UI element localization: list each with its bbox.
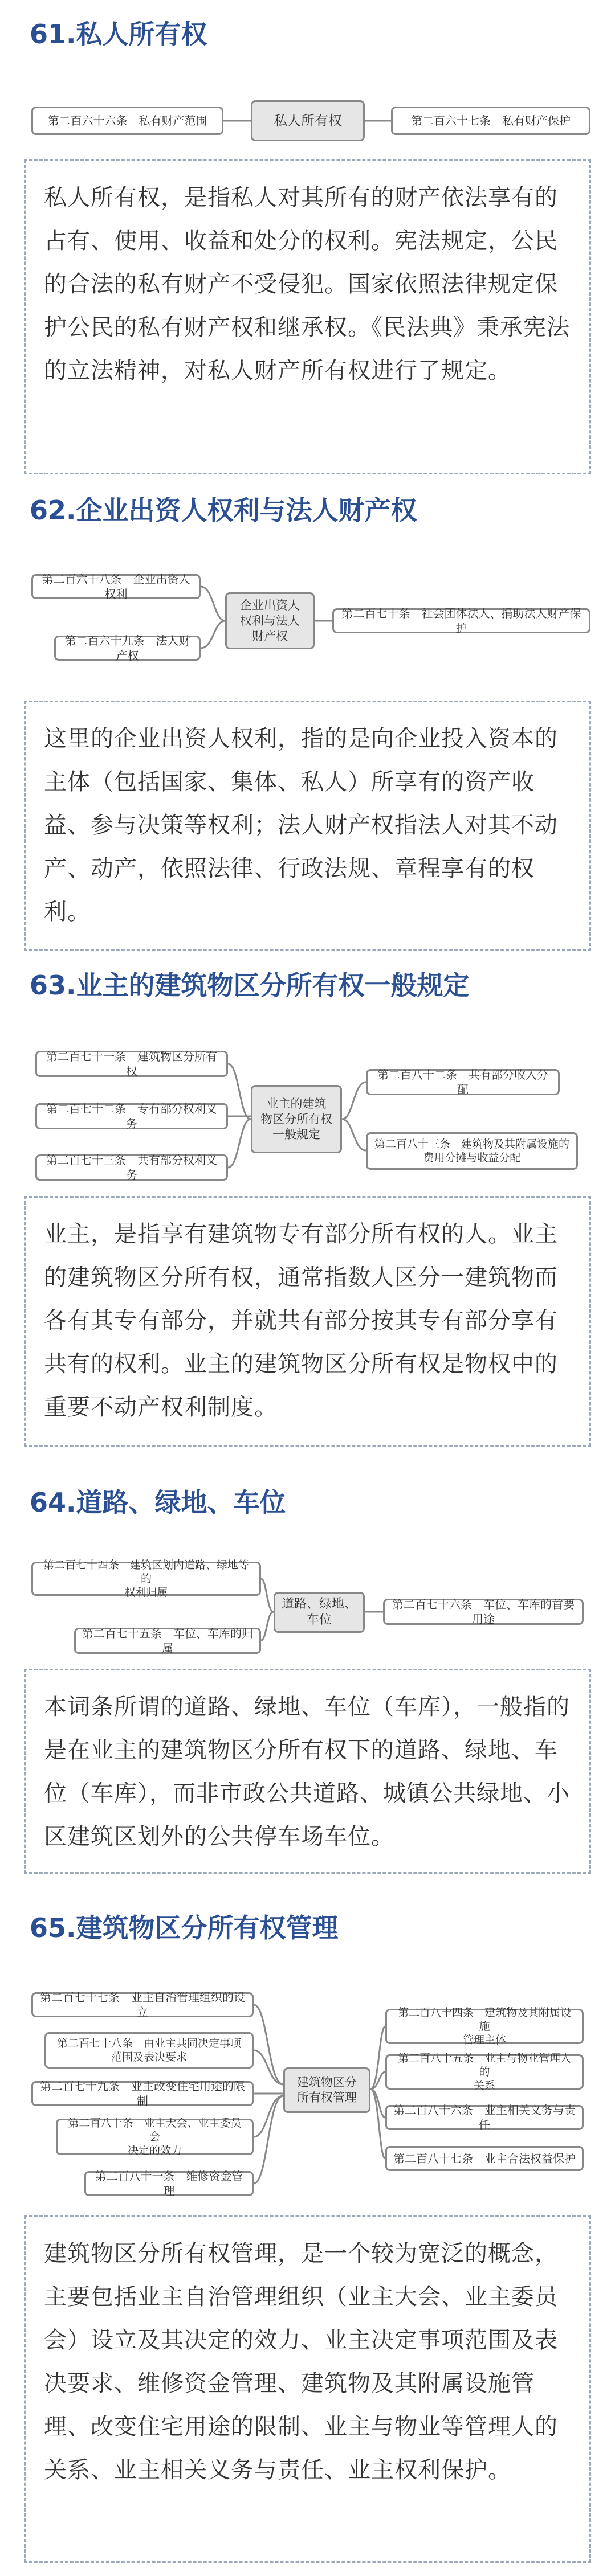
mindmap-65-left-1: 第二百七十七条 业主自治管理组织的设立: [31, 1992, 254, 2017]
mindmap-65-center: 建筑物区分 所有权管理: [283, 2067, 370, 2113]
section-62-title: 62.企业出资人权利与法人财产权: [30, 495, 417, 526]
mindmap-63-left-3: 第二百七十三条 共有部分权利义务: [35, 1154, 228, 1181]
mindmap-61-left-1: 第二百六十六条 私有财产范围: [31, 107, 223, 135]
mindmap-64-left-2: 第二百七十五条 车位、车库的归属: [74, 1628, 261, 1654]
section-63-title: 63.业主的建筑物区分所有权一般规定: [30, 970, 470, 1001]
mindmap-65-right-4: 第二百八十七条 业主合法权益保护: [385, 2146, 584, 2171]
mindmap-65-left-2: 第二百七十八条 由业主共同决定事项 范围及表决要求: [44, 2032, 254, 2069]
mindmap-61-center: 私人所有权: [251, 100, 365, 141]
mindmap-64-right-1: 第二百七十六条 车位、车库的首要用途: [383, 1599, 584, 1625]
mindmap-63-left-2: 第二百七十二条 专有部分权利义务: [35, 1103, 228, 1129]
mindmap-63-right-2: 第二百八十三条 建筑物及其附属设施的 费用分摊与收益分配: [366, 1132, 578, 1170]
section-61-title: 61.私人所有权: [30, 19, 207, 50]
mindmap-62-right-1: 第二百七十条 社会团体法人、捐助法人财产保护: [332, 608, 590, 633]
mindmap-65-right-1: 第二百八十四条 建筑物及其附属设施 管理主体: [385, 2009, 584, 2044]
mindmap-65-left-5: 第二百八十一条 维修资金管理: [84, 2171, 254, 2196]
mindmap-63-left-1: 第二百七十一条 建筑物区分所有权: [35, 1051, 228, 1077]
mindmap-62-left-1: 第二百六十八条 企业出资人权利: [31, 574, 201, 599]
mindmap-65-right-2: 第二百八十五条 业主与物业管理人的 关系: [385, 2054, 584, 2090]
mindmap-64-left-1: 第二百七十四条 建筑区划内道路、绿地等的 权利归属: [31, 1562, 261, 1596]
section-61-description: 私人所有权，是指私人对其所有的财产依法享有的占有、使用、收益和处分的权利。宪法规定，公民的合法的私有财产不受侵犯。国家依照法律规定保护公民的私有财产权和继承权。《民法典》秉承宪法的立法精神，对私人财产所有权进行了规定。: [24, 159, 591, 474]
section-63-description: 业主，是指享有建筑物专有部分所有权的人。业主的建筑物区分所有权，通常指数人区分一建筑物而各有其专有部分，并就共有部分按其专有部分享有共有的权利。业主的建筑物区分所有权是物权中的重要不动产权利制度。: [24, 1196, 591, 1447]
mindmap-64-center: 道路、绿地、 车位: [274, 1592, 365, 1633]
section-62-description: 这里的企业出资人权利，指的是向企业投入资本的主体（包括国家、集体、私人）所享有的资产收益、参与决策等权利；法人财产权指法人对其不动产、动产，依照法律、行政法规、章程享有的权利。: [24, 701, 591, 951]
section-65-title: 65.建筑物区分所有权管理: [30, 1912, 339, 1943]
mindmap-65-right-3: 第二百八十六条 业主相关义务与责任: [385, 2105, 584, 2130]
section-64-description: 本词条所谓的道路、绿地、车位（车库），一般指的是在业主的建筑物区分所有权下的道路、绿地、车位（车库），而非市政公共道路、城镇公共绿地、小区建筑区划外的公共停车场车位。: [24, 1669, 591, 1874]
section-65-description: 建筑物区分所有权管理，是一个较为宽泛的概念，主要包括业主自治管理组织（业主大会、业主委员会）设立及其决定的效力、业主决定事项范围及表决要求、维修资金管理、建筑物及其附属设施管理、改变住宅用途的限制、业主与物业等管理人的关系、业主相关义务与责任、业主权利保护。: [24, 2215, 591, 2563]
mindmap-62-left-2: 第二百六十九条 法人财产权: [54, 636, 201, 661]
mindmap-62-center: 企业出资人 权利与法人 财产权: [225, 592, 315, 649]
mindmap-63-center: 业主的建筑 物区分所有权 一般规定: [251, 1085, 342, 1153]
mindmap-61-right-1: 第二百六十七条 私有财产保护: [391, 107, 590, 135]
mindmap-65-left-3: 第二百七十九条 业主改变住宅用途的限制: [31, 2081, 254, 2106]
mindmap-65-left-4: 第二百八十条 业主大会、业主委员会 决定的效力: [56, 2119, 254, 2155]
section-64-title: 64.道路、绿地、车位: [30, 1487, 286, 1518]
mindmap-63-right-1: 第二百八十二条 共有部分收入分配: [366, 1069, 560, 1095]
